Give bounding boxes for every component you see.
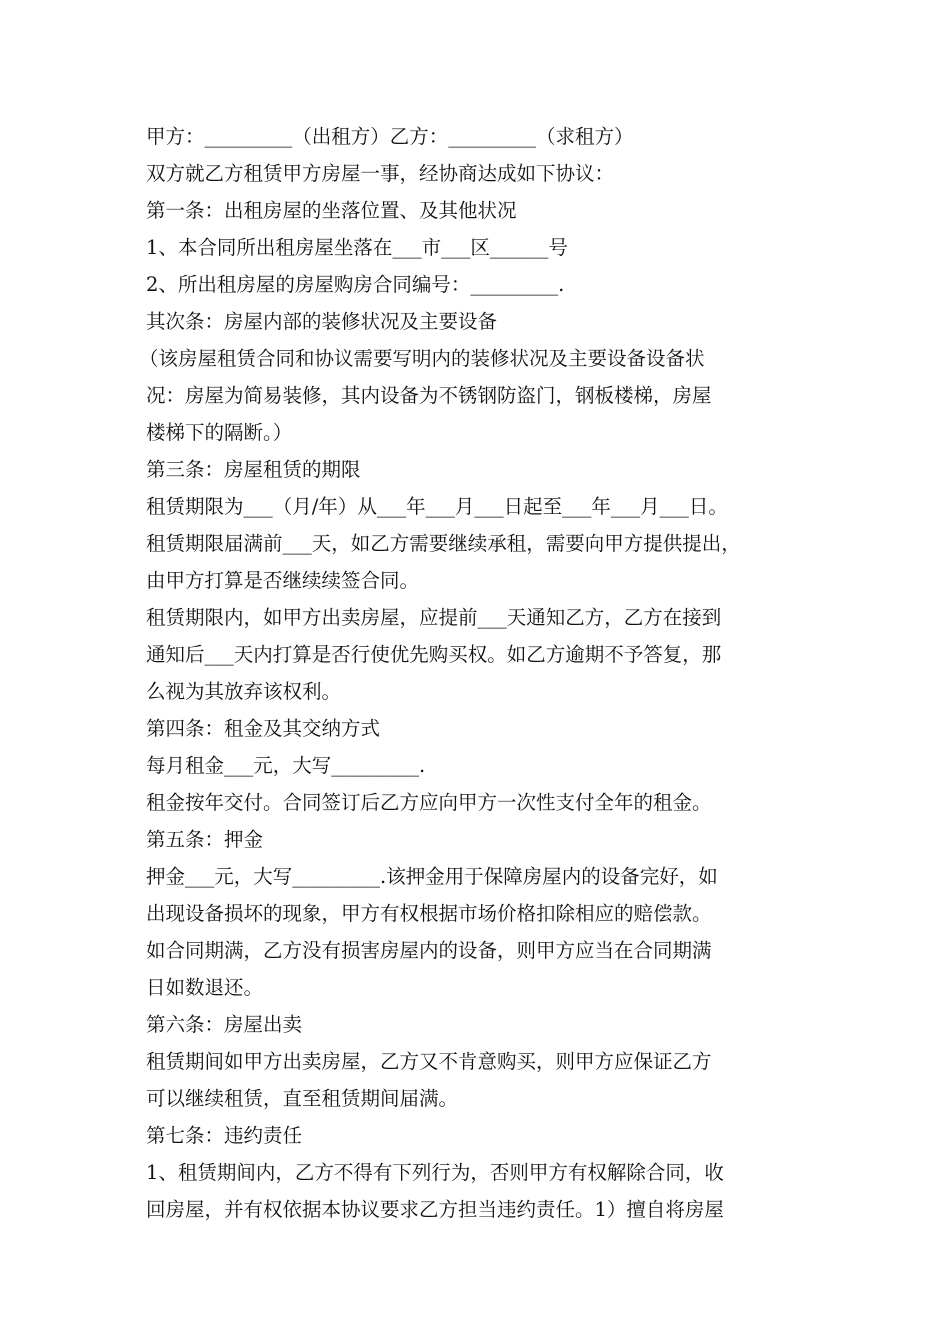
- article-3-heading: 第三条：房屋租赁的期限: [146, 458, 361, 481]
- article-5-deposit-line-1: 押金___元，大写_________.该押金用于保障房屋内的设备完好，如: [146, 865, 718, 888]
- article-5-deposit-line-2: 出现设备损坏的现象，甲方有权根据市场价格扣除相应的赔偿款。: [146, 902, 712, 925]
- article-5-heading: 第五条：押金: [146, 828, 264, 851]
- article-2-text-line-1: （该房屋租赁合同和协议需要写明内的装修状况及主要设备设备状: [139, 347, 705, 370]
- article-1-item-2: 2、所出租房屋的房屋购房合同编号：_________.: [146, 273, 565, 296]
- article-3-renewal-line-2: 由甲方打算是否继续续签合同。: [146, 569, 420, 592]
- article-3-term-line: 租赁期限为___（月/年）从___年___月___日起至___年___月___日。: [146, 495, 728, 518]
- article-3-renewal-line-1: 租赁期限届满前___天，如乙方需要继续承租，需要向甲方提供提出，: [146, 532, 741, 555]
- article-6-text-line-1: 租赁期间如甲方出卖房屋，乙方又不肯意购买，则甲方应保证乙方: [146, 1050, 712, 1073]
- intro-line: 双方就乙方租赁甲方房屋一事，经协商达成如下协议：: [146, 162, 615, 185]
- article-6-heading: 第六条：房屋出卖: [146, 1013, 303, 1036]
- article-1-item-1: 1、本合同所出租房屋坐落在___市___区______号: [146, 236, 568, 259]
- article-4-heading: 第四条：租金及其交纳方式: [146, 717, 381, 740]
- article-7-item-1-line-1: 1、租赁期间内，乙方不得有下列行为，否则甲方有权解除合同，收: [146, 1161, 724, 1184]
- article-3-sale-line-3: 么视为其放弃该权利。: [146, 680, 342, 703]
- article-4-rent-line: 每月租金___元，大写_________.: [146, 754, 426, 777]
- article-6-text-line-2: 可以继续租赁，直至租赁期间届满。: [146, 1087, 459, 1110]
- article-3-sale-line-1: 租赁期限内，如甲方出卖房屋，应提前___天通知乙方，乙方在接到: [146, 606, 722, 629]
- article-7-heading: 第七条：违约责任: [146, 1124, 303, 1147]
- article-7-item-1-line-2: 回房屋，并有权依据本协议要求乙方担当违约责任。1）擅自将房屋: [146, 1198, 724, 1221]
- article-4-payment-line: 租金按年交付。合同签订后乙方应向甲方一次性支付全年的租金。: [146, 791, 712, 814]
- party-line: 甲方：_________（出租方）乙方：_________（求租方）: [146, 125, 634, 148]
- article-2-text-line-3: 楼梯下的隔断。）: [146, 421, 293, 444]
- article-5-refund-line-2: 日如数退还。: [146, 976, 264, 999]
- article-2-text-line-2: 况：房屋为简易装修，其内设备为不锈钢防盗门，钢板楼梯，房屋: [146, 384, 712, 407]
- article-3-sale-line-2: 通知后___天内打算是否行使优先购买权。如乙方逾期不予答复，那: [146, 643, 722, 666]
- article-1-heading: 第一条：出租房屋的坐落位置、及其他状况: [146, 199, 517, 222]
- article-2-heading: 其次条：房屋内部的装修状况及主要设备: [146, 310, 498, 333]
- contract-document: [139, 118, 818, 1228]
- article-5-refund-line-1: 如合同期满，乙方没有损害房屋内的设备，则甲方应当在合同期满: [146, 939, 712, 962]
